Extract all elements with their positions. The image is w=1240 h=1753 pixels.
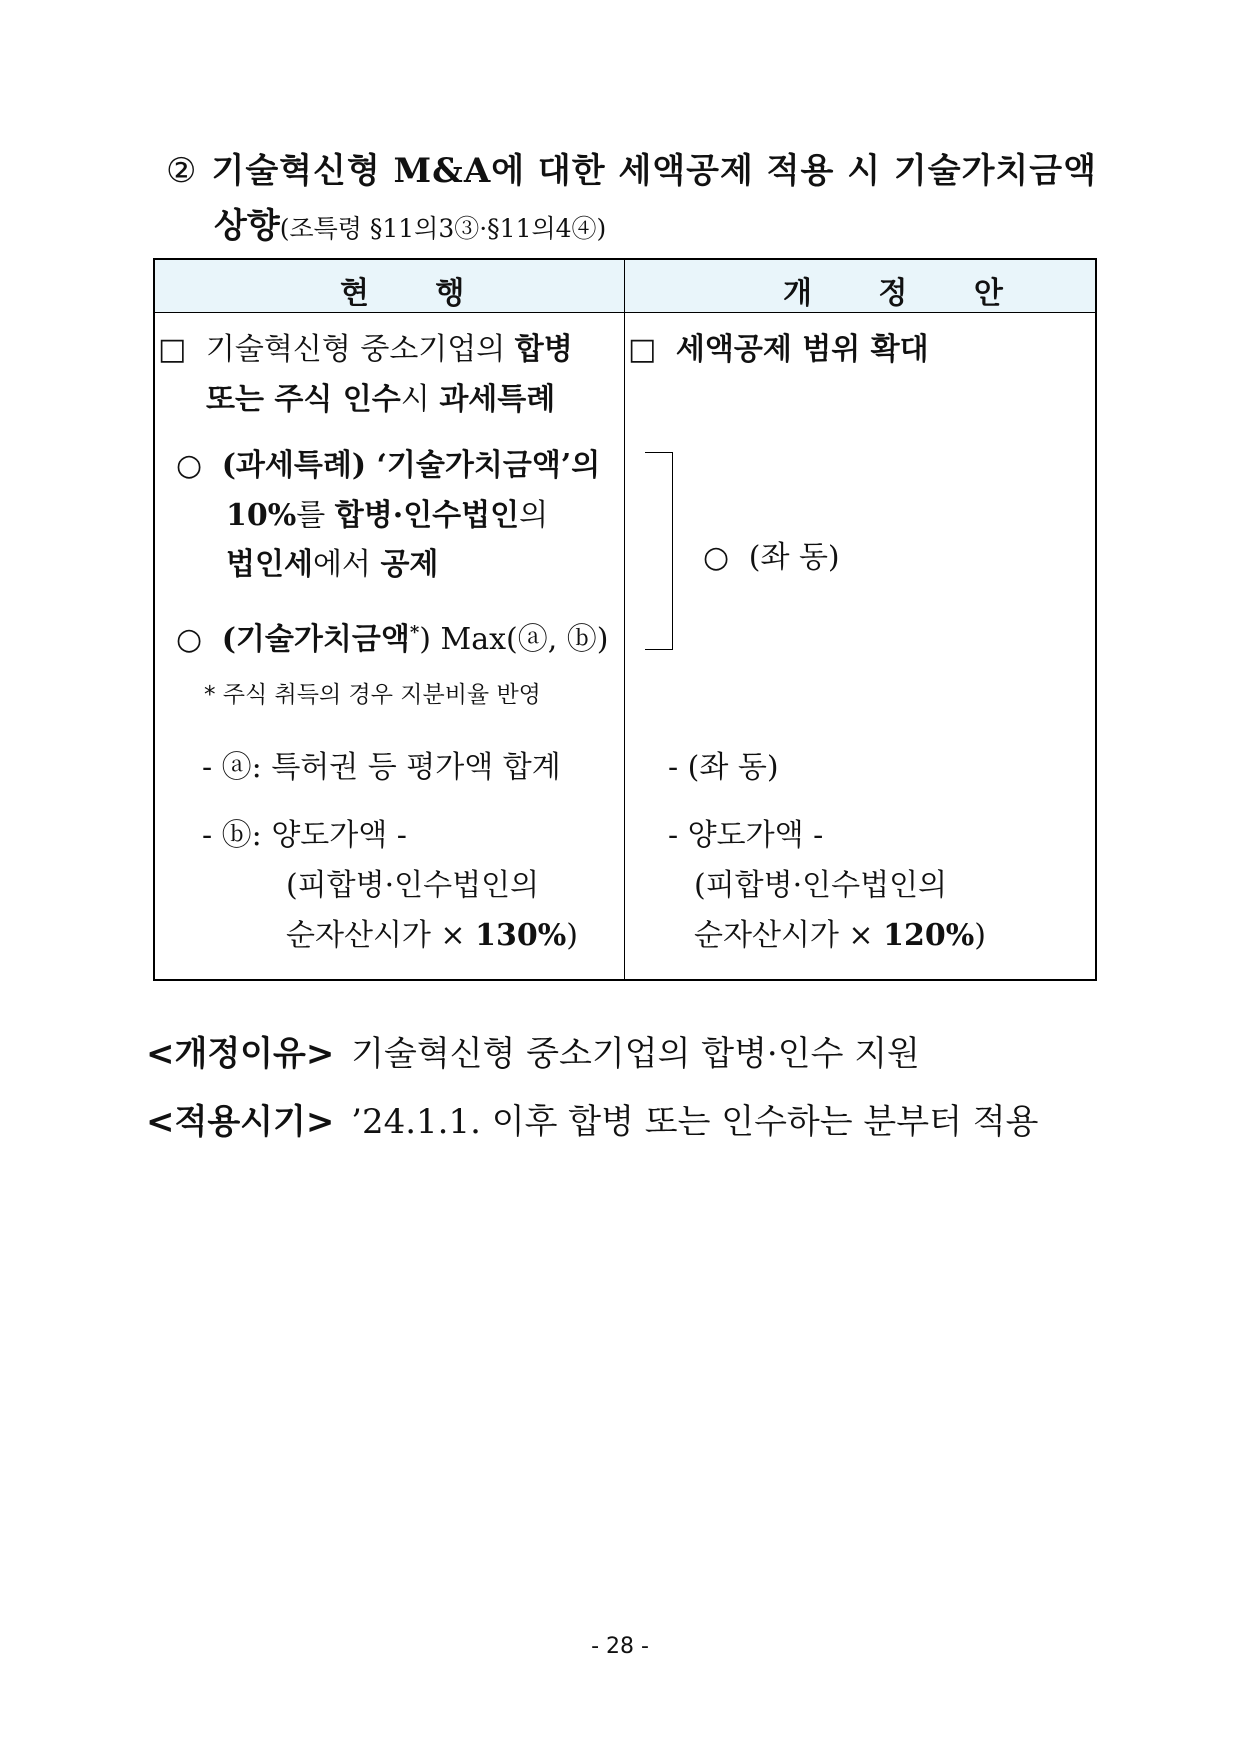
current-bullet1-line1: ○ (과세특례) ‘기술가치금액’의 <box>176 448 601 483</box>
section-title-continued <box>214 198 606 247</box>
section-number: ② <box>166 151 198 191</box>
amendment-reason <box>146 1026 920 1075</box>
circle-bullet-icon: ○ <box>176 448 203 483</box>
proposed-bullet: ○ (좌 동) <box>703 540 840 575</box>
page-number: - 28 - <box>591 1634 649 1659</box>
table-header-row <box>155 260 1095 313</box>
section-title <box>166 143 1097 192</box>
checkbox-icon: □ <box>158 332 187 367</box>
effective-date-text: ’24.1.1. 이후 합병 또는 인수하는 분부터 적용 <box>351 1102 1039 1142</box>
section-reference: (조특령 §11의3③·§11의4④) <box>279 214 607 243</box>
current-footnote: * 주식 취득의 경우 지분비율 반영 <box>204 682 541 708</box>
column-divider <box>624 260 625 979</box>
circle-bullet-icon: ○ <box>176 622 203 657</box>
current-item-line1: □ 기술혁신형 중소기업의 합병 <box>158 332 573 367</box>
section-title-text: 기술혁신형 M&A에 대한 세액공제 적용 시 기술가치금액 <box>211 151 1097 191</box>
proposed-item: □ 세액공제 범위 확대 <box>628 332 929 367</box>
current-dash-a: - ⓐ: 특허권 등 평가액 합계 <box>202 750 561 785</box>
checkbox-icon: □ <box>628 332 657 367</box>
proposed-dash-a: - (좌 동) <box>668 750 779 785</box>
proposed-dash-b-line2: (피합병·인수법인의 <box>694 868 948 903</box>
bracket-line <box>645 452 673 650</box>
current-item-line2: 또는 주식 인수시 과세특례 <box>206 382 556 417</box>
current-dash-b-line1: - ⓑ: 양도가액 - <box>202 818 407 853</box>
header-current: 현 행 <box>340 276 493 311</box>
amendment-reason-label: <개정이유> <box>146 1034 335 1074</box>
current-bullet1-line2: 10%를 합병·인수법인의 <box>226 498 549 533</box>
effective-date <box>146 1094 1038 1143</box>
proposed-dash-b-line1: - 양도가액 - <box>668 818 824 853</box>
effective-date-label: <적용시기> <box>146 1102 335 1142</box>
header-proposed: 개 정 안 <box>783 276 1031 311</box>
current-bullet2: ○ (기술가치금액*) Max(ⓐ, ⓑ) <box>176 622 609 657</box>
current-dash-b-line2: (피합병·인수법인의 <box>286 868 540 903</box>
section-title-cont: 상향 <box>214 206 280 246</box>
current-dash-b-line3: 순자산시가 × 130%) <box>286 918 578 953</box>
circle-bullet-icon: ○ <box>703 540 730 575</box>
current-bullet1-line3: 법인세에서 공제 <box>226 547 439 582</box>
amendment-reason-text: 기술혁신형 중소기업의 합병·인수 지원 <box>351 1034 920 1074</box>
proposed-dash-b-line3: 순자산시가 × 120%) <box>694 918 986 953</box>
